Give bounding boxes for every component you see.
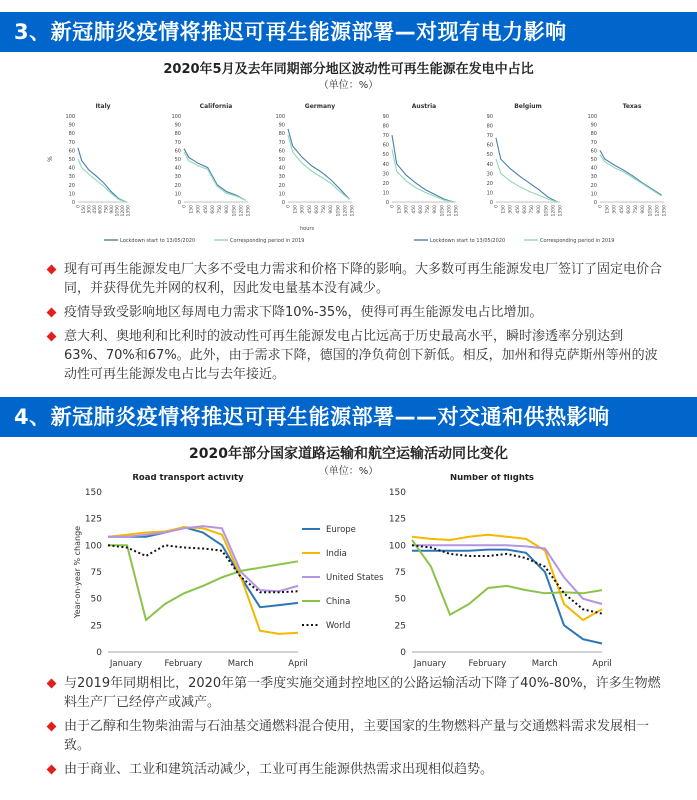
y-tick-label: 90 xyxy=(68,122,75,129)
y-tick-label: 70 xyxy=(486,133,493,140)
x-tick-label: 300 xyxy=(404,205,410,214)
y-tick-label: 60 xyxy=(68,148,75,155)
y-tick-label: 25 xyxy=(90,621,102,632)
y-tick-label: 70 xyxy=(590,139,597,146)
x-tick-label: 1350 xyxy=(246,205,252,217)
x-tick-label: 0 xyxy=(390,205,396,208)
y-tick-label: 100 xyxy=(65,114,75,120)
series-line xyxy=(392,135,454,202)
x-tick-label: 750 xyxy=(426,205,432,214)
x-tick-label: 1200 xyxy=(343,205,349,217)
x-tick-label: 450 xyxy=(411,205,417,214)
y-tick-label: 75 xyxy=(394,568,406,578)
small-chart-title: Austria xyxy=(411,103,437,110)
x-tick-label: 1350 xyxy=(350,205,356,217)
y-tick-label: 90 xyxy=(590,122,597,129)
series-line xyxy=(108,527,298,607)
x-tick-label: 900 xyxy=(225,205,231,214)
section-3-heading: 3、新冠肺炎疫情将推迟可再生能源部署—对现有电力影响 xyxy=(14,20,567,44)
y-tick-label: 30 xyxy=(278,174,285,181)
x-tick-label: 0 xyxy=(494,205,500,208)
y-tick-label: 50 xyxy=(174,157,181,163)
y-tick-label: 20 xyxy=(68,182,75,189)
x-tick-label: 450 xyxy=(619,205,625,214)
x-tick-label: 1350 xyxy=(126,205,132,217)
small-chart xyxy=(487,103,564,216)
y-tick-label: 75 xyxy=(90,568,102,578)
x-tick-label: 1200 xyxy=(239,205,245,217)
x-axis-label: hours xyxy=(300,226,315,232)
y-tick-label: 40 xyxy=(590,165,597,172)
x-tick-label: 750 xyxy=(322,205,328,214)
series-line xyxy=(600,150,662,195)
y-tick-label: 100 xyxy=(587,114,597,120)
x-tick-label: 150 xyxy=(501,205,507,214)
series-line xyxy=(412,550,602,644)
small-chart xyxy=(171,103,251,216)
y-tick-label: 10 xyxy=(590,191,597,198)
x-tick-label: 450 xyxy=(307,205,313,214)
y-tick-label: 30 xyxy=(174,174,181,181)
small-chart-title: Belgium xyxy=(514,103,542,110)
x-tick-label: 450 xyxy=(515,205,521,214)
x-tick-label: 600 xyxy=(98,205,104,214)
x-tick-label: 0 xyxy=(286,205,292,208)
legend-label: Corresponding period in 2019 xyxy=(540,238,615,244)
x-tick-label: 750 xyxy=(104,205,110,214)
x-tick-label: 600 xyxy=(314,205,320,214)
y-tick-label: 50 xyxy=(590,157,597,163)
big-chart-title: Road transport activity xyxy=(132,474,244,483)
y-tick-label: 60 xyxy=(486,142,493,149)
y-tick-label: 90 xyxy=(486,114,493,120)
x-tick-label: 900 xyxy=(329,205,335,214)
y-tick-label: 80 xyxy=(68,131,75,138)
x-tick-label: 0 xyxy=(598,205,604,208)
y-tick-label: 100 xyxy=(388,541,406,552)
x-tick-label: February xyxy=(164,659,203,669)
series-line xyxy=(108,545,298,620)
y-tick-label: 70 xyxy=(68,139,75,146)
small-chart xyxy=(383,103,460,216)
x-tick-label: 750 xyxy=(218,205,224,214)
list-item: 意大利、奥地利和比利时的波动性可再生能源发电占比远高于历史最高水平，瞬时渗透率分别达到63%、70%和67%。此外，由于需求下降，德国的净负荷创下新低。相反，加州和得克萨斯州等州的波动性可再生能源发电占比与去年接近。 xyxy=(64,327,664,384)
transport-activity-charts xyxy=(0,474,697,674)
x-tick-label: 1200 xyxy=(655,205,661,217)
list-item: 由于乙醇和生物柴油需与石油基交通燃料混合使用，主要国家的生物燃料产量与交通燃料需求发展相一致。 xyxy=(64,717,664,755)
x-tick-label: 1350 xyxy=(454,205,460,217)
x-tick-label: 300 xyxy=(508,205,514,214)
list-item: 现有可再生能源发电厂大多不受电力需求和价格下降的影响。大多数可再生能源发电厂签订了固定电价合同，并获得优先并网的权利，因此发电量基本没有减少。 xyxy=(64,262,663,296)
x-tick-label: April xyxy=(592,659,612,669)
x-tick-label: 150 xyxy=(397,205,403,214)
y-tick-label: 50 xyxy=(382,152,389,159)
y-tick-label: 90 xyxy=(278,122,285,129)
y-tick-label: 20 xyxy=(382,180,389,187)
renewable-share-charts xyxy=(0,90,697,250)
series-line xyxy=(496,159,558,202)
y-tick-label: 0 xyxy=(385,200,389,206)
series-line xyxy=(78,148,126,202)
y-tick-label: 100 xyxy=(171,114,181,120)
big-chart xyxy=(73,474,308,669)
x-tick-label: 900 xyxy=(433,205,439,214)
x-tick-label: 150 xyxy=(605,205,611,214)
y-tick-label: 10 xyxy=(68,191,75,198)
series-line xyxy=(184,152,246,200)
x-tick-label: March xyxy=(227,659,254,669)
y-tick-label: 50 xyxy=(486,152,493,159)
y-tick-label: 80 xyxy=(278,131,285,138)
legend-label: United States xyxy=(326,573,384,583)
y-tick-label: 0 xyxy=(489,200,493,206)
legend-label: Europe xyxy=(326,525,356,535)
y-tick-label: 50 xyxy=(278,157,285,163)
y-tick-label: 10 xyxy=(486,190,493,197)
y-tick-label: 40 xyxy=(486,161,493,168)
section-4-bullets xyxy=(64,674,664,784)
x-tick-label: 600 xyxy=(418,205,424,214)
x-tick-label: 600 xyxy=(522,205,528,214)
y-tick-label: 0 xyxy=(281,200,285,206)
y-tick-label: 70 xyxy=(174,139,181,146)
x-tick-label: 750 xyxy=(634,205,640,214)
y-tick-label: 20 xyxy=(486,180,493,187)
x-tick-label: 1050 xyxy=(648,205,654,217)
y-tick-label: 30 xyxy=(486,171,493,178)
y-tick-label: 60 xyxy=(382,142,389,149)
y-tick-label: 50 xyxy=(394,594,406,605)
y-tick-label: 80 xyxy=(486,123,493,130)
y-tick-label: 20 xyxy=(590,182,597,189)
y-tick-label: 100 xyxy=(84,541,102,552)
y-tick-label: 80 xyxy=(174,131,181,138)
y-tick-label: 0 xyxy=(593,200,597,206)
y-tick-label: 25 xyxy=(394,621,406,632)
section-4-heading: 4、新冠肺炎疫情将推迟可再生能源部署——对交通和供热影响 xyxy=(14,405,610,429)
legend-label: Lockdown start to 13/05/2020 xyxy=(120,238,196,244)
small-chart-title: Italy xyxy=(95,103,111,110)
x-tick-label: 1050 xyxy=(115,205,121,217)
y-tick-label: 0 xyxy=(400,648,406,658)
y-tick-label: 50 xyxy=(90,594,102,605)
x-tick-label: 150 xyxy=(293,205,299,214)
y-tick-label: 0 xyxy=(177,200,181,206)
y-tick-label: 70 xyxy=(382,133,389,140)
y-tick-label: 30 xyxy=(590,174,597,181)
small-chart-title: Texas xyxy=(622,103,642,110)
legend-label: Corresponding period in 2019 xyxy=(230,238,305,244)
y-tick-label: 70 xyxy=(278,139,285,146)
y-tick-label: 60 xyxy=(278,148,285,155)
small-chart xyxy=(47,103,132,216)
section-4-chart-title: 2020年部分国家道路运输和航空运输活动同比变化 xyxy=(189,446,508,462)
x-tick-label: 0 xyxy=(182,205,188,208)
section-4-banner xyxy=(0,397,697,437)
small-chart-title: Germany xyxy=(304,103,336,110)
y-tick-label: 80 xyxy=(590,131,597,138)
x-tick-label: 900 xyxy=(641,205,647,214)
small-chart xyxy=(275,103,355,232)
y-tick-label: 20 xyxy=(278,182,285,189)
list-item: 与2019年同期相比，2020年第一季度实施交通封控地区的公路运输活动下降了40%-80%，许多生物燃料生产厂已经停产或减产。 xyxy=(64,674,664,712)
y-tick-label: 30 xyxy=(68,174,75,181)
x-tick-label: 450 xyxy=(93,205,99,214)
y-tick-label: 60 xyxy=(590,148,597,155)
list-item: 由于商业、工业和建筑活动减少，工业可再生能源供热需求出现相似趋势。 xyxy=(64,760,664,779)
small-chart-title: California xyxy=(199,103,233,110)
x-tick-label: January xyxy=(413,659,447,669)
x-tick-label: 1200 xyxy=(120,205,126,217)
y-tick-label: 0 xyxy=(71,200,75,206)
x-tick-label: 450 xyxy=(203,205,209,214)
x-tick-label: 750 xyxy=(530,205,536,214)
x-tick-label: 900 xyxy=(537,205,543,214)
small-chart xyxy=(587,103,667,216)
y-axis-label: % xyxy=(47,156,54,162)
y-tick-label: 0 xyxy=(96,648,102,658)
y-tick-label: 50 xyxy=(68,157,75,163)
x-tick-label: 1350 xyxy=(558,205,564,217)
x-tick-label: 1050 xyxy=(232,205,238,217)
y-tick-label: 90 xyxy=(174,122,181,129)
x-tick-label: 600 xyxy=(626,205,632,214)
legend-label: India xyxy=(326,549,347,559)
section-3-banner xyxy=(0,12,697,52)
big-chart-title: Number of flights xyxy=(450,474,534,483)
x-tick-label: March xyxy=(531,659,558,669)
x-tick-label: 1350 xyxy=(662,205,668,217)
y-tick-label: 10 xyxy=(174,191,181,198)
y-tick-label: 10 xyxy=(382,190,389,197)
series-line xyxy=(496,138,558,202)
series-line xyxy=(184,149,246,201)
legend-label: World xyxy=(326,621,351,631)
x-tick-label: 300 xyxy=(612,205,618,214)
section-4-unit: （单位：%） xyxy=(318,466,379,477)
y-tick-label: 80 xyxy=(382,123,389,130)
y-tick-label: 90 xyxy=(382,114,389,120)
list-item: 疫情导致受影响地区每周电力需求下降10%-35%，使得可再生能源发电占比增加。 xyxy=(64,303,664,322)
legend-label: China xyxy=(326,597,351,607)
y-tick-label: 125 xyxy=(84,514,102,525)
y-tick-label: 150 xyxy=(84,488,102,498)
y-tick-label: 40 xyxy=(68,165,75,172)
y-tick-label: 125 xyxy=(388,514,406,525)
x-tick-label: 600 xyxy=(210,205,216,214)
x-tick-label: 1050 xyxy=(544,205,550,217)
y-tick-label: 40 xyxy=(278,165,285,172)
y-tick-label: 20 xyxy=(174,182,181,189)
section-3-unit: （单位：%） xyxy=(318,80,379,91)
x-tick-label: 300 xyxy=(300,205,306,214)
series-line xyxy=(600,155,662,196)
x-tick-label: April xyxy=(288,659,308,669)
x-tick-label: February xyxy=(468,659,507,669)
x-tick-label: 1200 xyxy=(447,205,453,217)
x-tick-label: 0 xyxy=(76,205,82,208)
y-axis-label: Year-on-year % change xyxy=(73,525,82,619)
y-tick-label: 30 xyxy=(382,171,389,178)
x-tick-label: 150 xyxy=(82,205,88,214)
y-tick-label: 100 xyxy=(275,114,285,120)
y-tick-label: 40 xyxy=(382,161,389,168)
series-line xyxy=(412,545,602,613)
series-line xyxy=(392,149,454,202)
series-line xyxy=(412,535,602,620)
x-tick-label: 900 xyxy=(109,205,115,214)
big-chart xyxy=(389,474,612,669)
x-tick-label: 300 xyxy=(87,205,93,214)
y-tick-label: 60 xyxy=(174,148,181,155)
x-tick-label: 150 xyxy=(189,205,195,214)
y-tick-label: 40 xyxy=(174,165,181,172)
y-tick-label: 150 xyxy=(388,488,406,498)
y-tick-label: 10 xyxy=(278,191,285,198)
section-3-chart-title: 2020年5月及去年同期部分地区波动性可再生能源在发电中占比 xyxy=(163,62,534,77)
x-tick-label: 1050 xyxy=(336,205,342,217)
legend-label: Lockdown start to 13/05/2020 xyxy=(430,238,506,244)
x-tick-label: 1200 xyxy=(551,205,557,217)
x-tick-label: 1050 xyxy=(440,205,446,217)
x-tick-label: 300 xyxy=(196,205,202,214)
section-3-bullets xyxy=(64,260,664,389)
x-tick-label: January xyxy=(109,659,143,669)
series-line xyxy=(288,129,350,200)
